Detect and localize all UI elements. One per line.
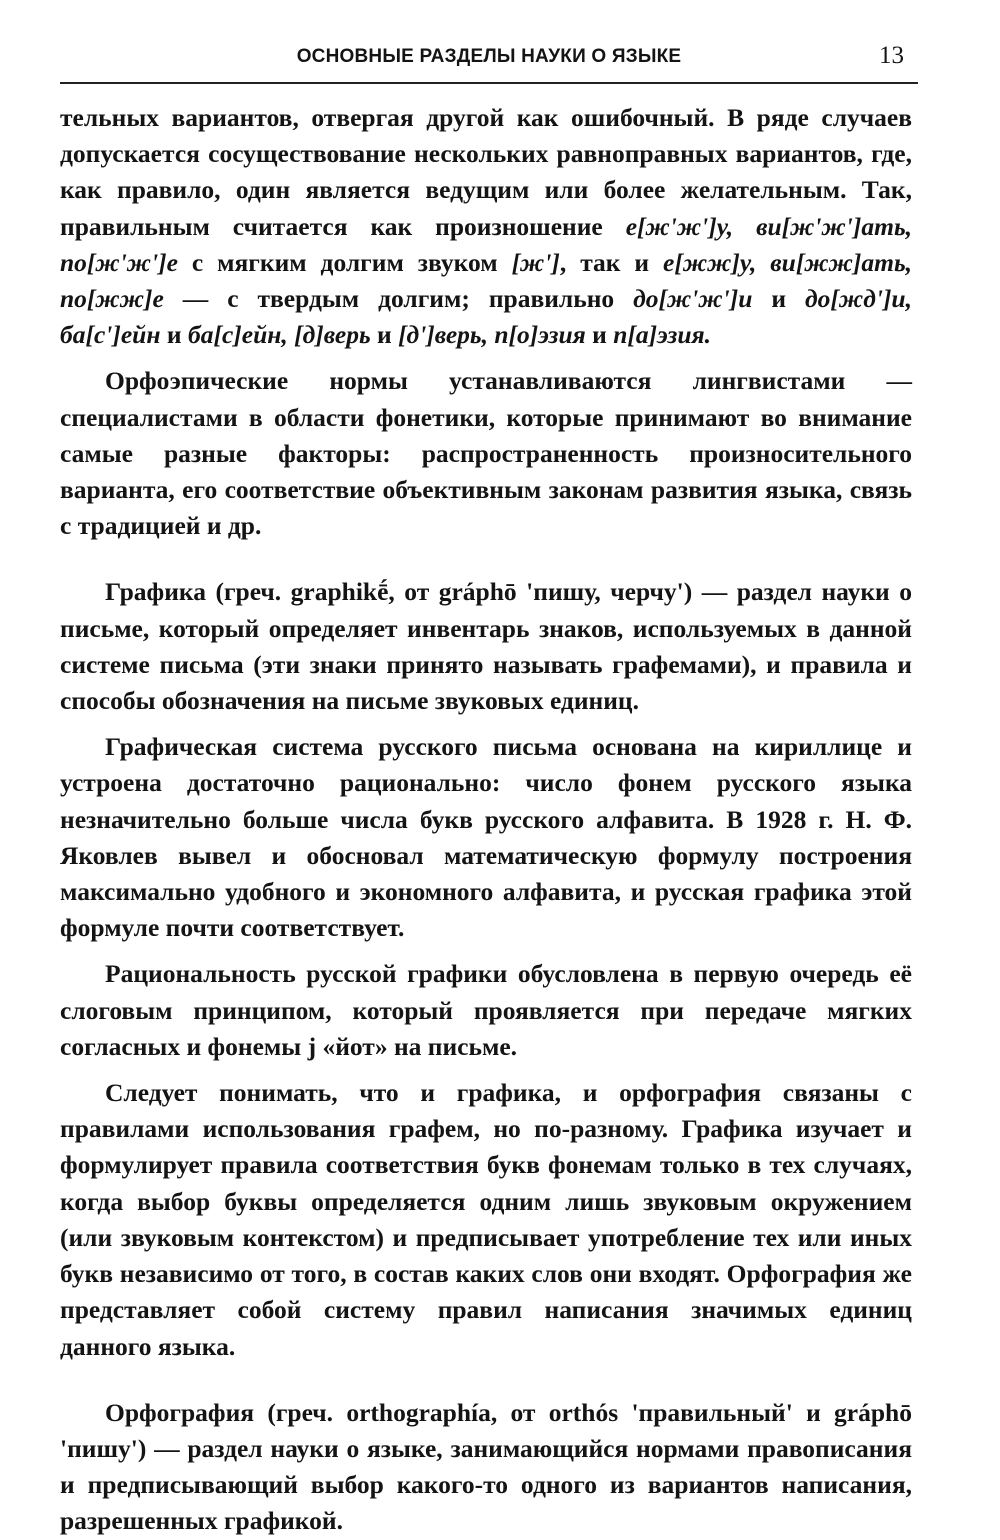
running-title: ОСНОВНЫЕ РАЗДЕЛЫ НАУКИ О ЯЗЫКЕ [296,46,682,67]
paragraph [60,1395,912,1540]
text-run: Следует понимать, что и графика, и орфография связаны с правилами использования графем, но по-разному. Графика изучает и формулирует правила соответствия букв фонемам только в тех случаях, когда выбор буквы определяется одним лишь звуковым окружением (или звуковым контекстом) и предписывает употребление тех или иных букв независимо от того, в состав каких слов они входят. Орфография же представляет собой систему правил написания значимых единиц данного языка. [60,1078,912,1361]
body-text [60,100,912,1540]
page-number: 13 [879,42,904,69]
text-run: тельных вариантов, отвергая другой как ошибочный. В ряде случаев допускается сосуществование нескольких равноправных вариантов, где, как правило, один является ведущим или более желательным. Так, правильным считается как произношение [60,103,912,241]
text-run: (греч. graphikḗ, от gráphō 'пишу, черчу') — раздел науки о письме, который определяет инвентарь знаков, используемых в данной системе письма (эти знаки принято называть графемами), и правила и способы обозначения на письме звуковых единиц. [60,577,912,716]
paragraph [60,1075,912,1365]
text-run: Рациональность русской графики обусловлена в первую очередь её слоговым принципом, который проявляется при передаче мягких согласных и фонемы j «йот» на письме. [60,959,912,1061]
transcription: [ж'] [511,247,560,277]
transcription: п[а]эзия. [613,320,712,350]
transcription: до[ж'ж']и [633,284,753,314]
defined-term: Орфография [105,1397,255,1427]
paragraph [60,363,912,544]
text-run: Орфоэпические нормы устанавливаются лингвистами — специалистами в области фонетики, которые принимают во внимание самые разные факторы: распространенность произносительного варианта, его соответствие объективным законам развития языка, связь с традицией и др. [60,366,912,541]
text-run: и [160,320,188,350]
transcription: ба[с]ейн, [д]верь [187,320,371,350]
paragraph [60,100,912,353]
transcription: е[ж'ж']у, ви[ж'ж']ать, по[ж'ж']е [60,211,912,277]
text-run: Графическая система русского письма основана на кириллице и устроена достаточно рационально: число фонем русского языка незначительно больше числа букв русского алфавита. В 1928 г. Н. Ф. Яковлев вывел и обосновал математическую формулу построения максимально удобного и экономного алфавита, и русская графика этой формуле почти соответствует. [60,732,912,943]
transcription: [д']верь, п[о]эзия [398,320,586,350]
paragraph [60,729,912,946]
text-run: с мягким долгим звуком [177,247,512,277]
text-run: и [585,320,614,350]
transcription: е[жж]у, ви[жж]ать, по[жж]е [60,247,912,314]
transcription: до[жд']и, ба[с']ейн [60,284,912,350]
defined-term: Графика [105,577,206,607]
text-run: и [752,284,806,314]
text-run: и [370,320,399,350]
text-run: — с твердым долгим; правильно [163,284,634,314]
paragraph [60,574,912,719]
text-run: (греч. orthographía, от orthós 'правильный' и gráphō 'пишу') — раздел науки о языке, занимающийся нормами правописания и предписывающий выбор какого-то одного из вариантов написания, разрешенных графикой. [60,1397,912,1536]
running-header [60,38,918,84]
text-run: , так и [559,247,664,277]
paragraph [60,956,912,1065]
